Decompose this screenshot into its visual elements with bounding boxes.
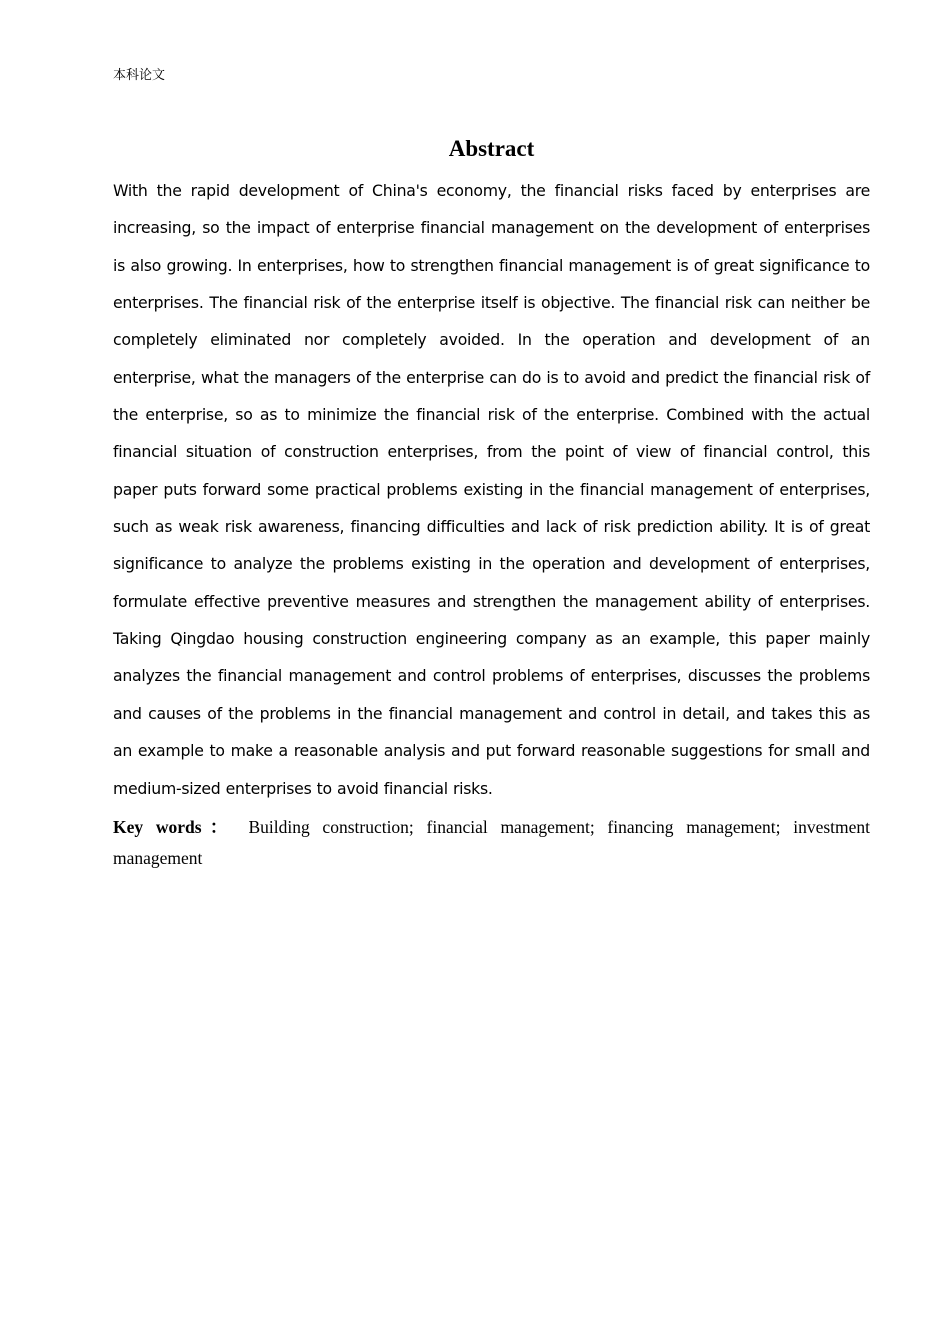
keywords-paragraph <box>113 812 870 874</box>
keywords-text: Building construction; financial management; financing management; investment management <box>113 817 871 868</box>
abstract-body: With the rapid development of China's economy, the financial risks faced by enterprises are increasing, so the impact of enterprise financial management on the development of enterprises is also growing. In enterprises, how to strengthen financial management is of great significance to enterprises. The financial risk of the enterprise itself is objective. The financial risk can neither be completely eliminated nor completely avoided. In the operation and development of an enterprise, what the managers of the enterprise can do is to avoid and predict the financial risk of the enterprise, so as to minimize the financial risk of the enterprise. Combined with the actual financial situation of construction enterprises, from the point of view of financial control, this paper puts forward some practical problems existing in the financial management of enterprises, such as weak risk awareness, financing difficulties and lack of risk prediction ability. It is of great significance to analyze the problems existing in the operation and development of enterprises, formulate effective preventive measures and strengthen the management ability of enterprises. Taking Qingdao housing construction engineering company as an example, this paper mainly analyzes the financial management and control problems of enterprises, discusses the problems and causes of the problems in the financial management and control in detail, and takes this as an example to make a reasonable analysis and put forward reasonable suggestions for small and medium-sized enterprises to avoid financial risks. <box>113 181 870 798</box>
abstract-title: Abstract <box>448 136 535 161</box>
keywords-label: Key words： <box>113 817 236 837</box>
running-header: 本科论文 <box>113 68 166 83</box>
